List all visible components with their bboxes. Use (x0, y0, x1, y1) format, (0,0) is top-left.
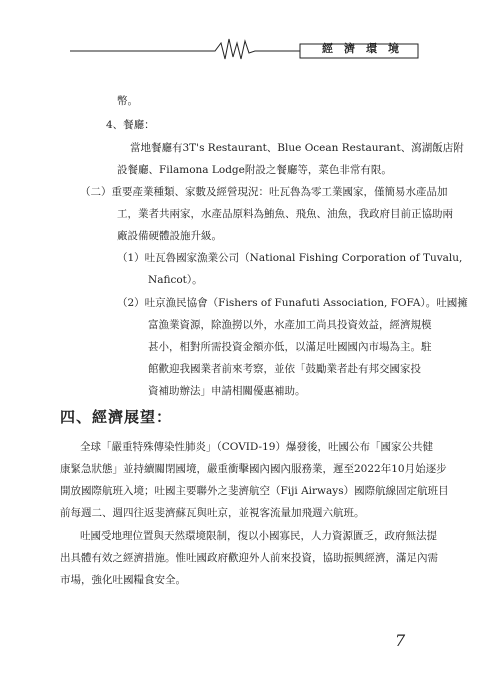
section-4-heading: 四、經濟展望： (60, 408, 173, 426)
text-line: 工，業者共兩家，水產品原料為鮪魚、飛魚、油魚，我政府目前正協助兩 (117, 208, 453, 220)
text-line: 廠設備硬體設施升級。 (117, 230, 222, 242)
text-line: 富漁業資源，除漁撈以外，水產加工尚具投資效益，經濟規模 (148, 319, 432, 331)
text-line: Naficot）。 (148, 274, 203, 286)
text-line: 甚小，相對所需投資金額亦低，以滿足吐國國內市場為主。駐 (148, 341, 432, 353)
text-line: 資補助辦法」申請相關優惠補助。 (148, 385, 306, 397)
sub-item-1: （1）吐瓦魯國家漁業公司（National Fishing Corporation of Tuvalu, (117, 252, 463, 264)
sub-item-2: （2）吐京漁民協會（Fishers of Funafuti Association, FOFA）。吐國擁 (117, 297, 468, 309)
paragraph-line: 吐國受地理位置與天然環境限制，復以小國寡民，人力資源匱乏，政府無法提 (80, 530, 437, 542)
paragraph-line: 市場，強化吐國糧食安全。 (60, 574, 186, 586)
paragraph-line: 開放國際航班入境；吐國主要聯外之斐濟航空（Fiji Airways）國際航線固定航班目 (60, 485, 449, 497)
text-line: 當地餐廳有3T's Restaurant、Blue Ocean Restaurant、瀉湖飯店附 (130, 142, 464, 154)
paragraph-line: 康緊急狀態」並持續關閉國境，嚴重衝擊國內國內服務業，遲至2022年10月始逐步 (60, 463, 447, 475)
paragraph-line: 全球「嚴重特殊傳染性肺炎」（COVID-19）爆發後，吐國公布「國家公共健 (80, 441, 433, 453)
page-number: 7 (395, 631, 406, 650)
page-header (0, 34, 480, 74)
header-title: 經濟環境 (322, 42, 410, 55)
paragraph-line: 前每週二、週四往返斐濟蘇瓦與吐京，並視客流量加飛週六航班。 (60, 507, 365, 519)
text-line: 館歡迎我國業者前來考察，並依「鼓勵業者赴有邦交國家投 (148, 363, 421, 375)
section-2-heading: （二）重要產業種類、家數及經營現況：吐瓦魯為零工業國家，僅簡易水產品加 (80, 186, 448, 198)
text-line: 幣。 (117, 95, 138, 107)
text-line: 設餐廳、Filamona Lodge附設之餐廳等，菜色非常有限。 (117, 164, 392, 176)
item-4-label: 4、餐廳： (106, 119, 155, 131)
paragraph-line: 出具體有效之經濟措施。惟吐國政府歡迎外人前來投資，協助振興經濟，滿足內需 (60, 552, 438, 564)
